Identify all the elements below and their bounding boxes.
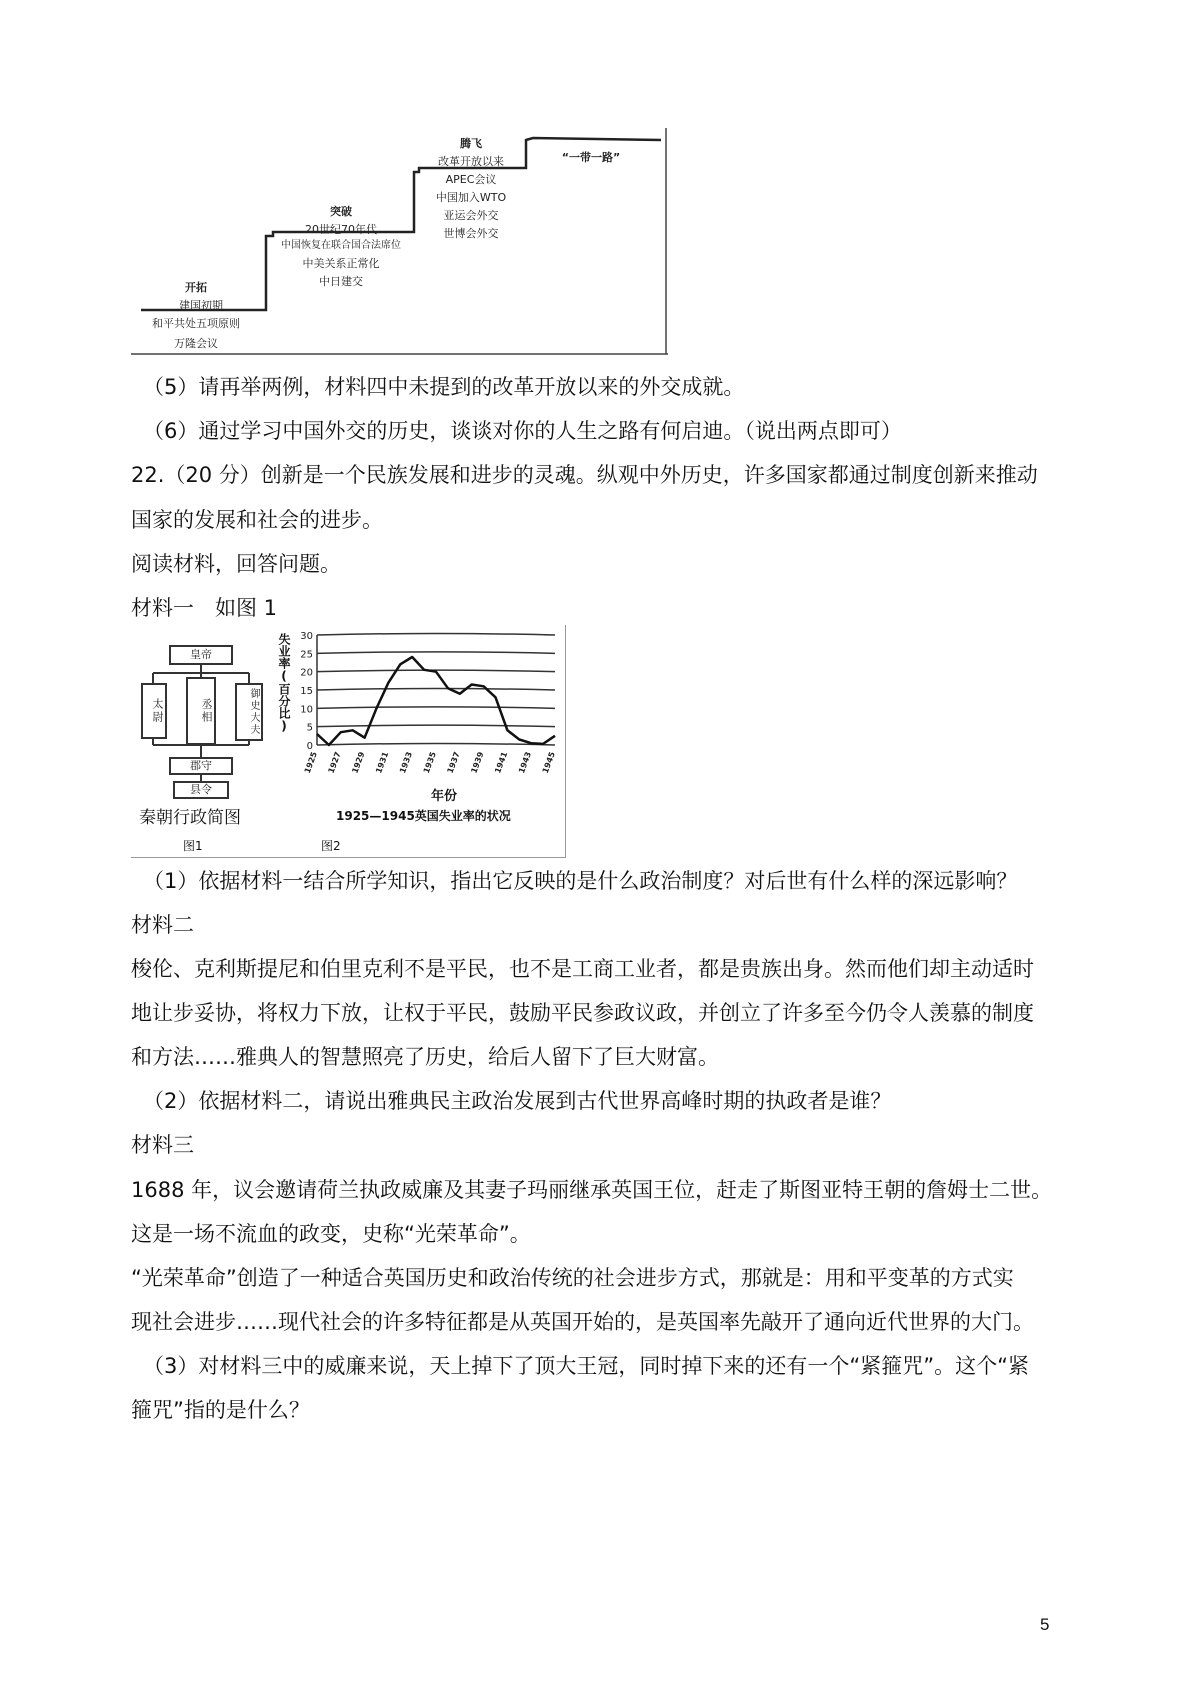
step2-title: 突破	[330, 205, 352, 218]
y-tick-label: 30	[300, 631, 313, 642]
step3-line: APEC会议	[445, 173, 497, 186]
y-tick-label: 25	[300, 649, 313, 661]
chart-xlabel: 年份	[431, 789, 458, 804]
chart-caption: 1925—1945英国失业率的状况	[336, 809, 511, 823]
question-1: （1）依据材料一结合所学知识，指出它反映的是什么政治制度？对后世有什么样的深远影响？	[143, 869, 1018, 893]
x-tick-label: 1931	[374, 750, 391, 775]
chart-ylabel: 失业率(百分比)	[277, 633, 291, 733]
material-2-para: 地让步妥协，将权力下放，让权于平民，鼓励平民参政议政，并创立了许多至今仍令人羡慕的制度	[131, 1001, 1034, 1025]
x-tick-label: 1945	[540, 750, 557, 775]
step3-line: 世博会外交	[443, 227, 499, 240]
x-tick-label: 1935	[421, 750, 438, 775]
material-3-para: 这是一场不流血的政变，史称“光荣革命”。	[131, 1222, 531, 1246]
question-3-line2: 箍咒”指的是什么？	[131, 1398, 310, 1422]
step1-line: 万隆会议	[174, 337, 218, 350]
gridline	[317, 634, 555, 636]
gridline	[317, 744, 555, 746]
box-emperor: 皇帝	[169, 645, 233, 665]
step2-line: 20世纪70年代	[305, 223, 377, 236]
x-tick-label: 1943	[517, 750, 534, 775]
box-prefect: 郡守	[169, 757, 233, 775]
box-taiwei: 太尉	[141, 683, 167, 739]
gridline	[317, 707, 555, 709]
diplomacy-staircase-figure	[131, 128, 668, 358]
box-county: 县令	[173, 781, 229, 799]
x-tick-label: 1937	[445, 750, 462, 775]
step3-title: 腾飞	[460, 137, 482, 150]
gridline	[317, 725, 555, 727]
step3-line: 中国加入WTO	[435, 191, 507, 204]
unemployment-chart	[265, 625, 565, 825]
x-tick-label: 1925	[302, 750, 319, 775]
question-22-line1: 22.（20 分）创新是一个民族发展和进步的灵魂。纵观中外历史，许多国家都通过制度创新来推动	[131, 463, 1038, 487]
step4-title: “一带一路”	[561, 151, 621, 164]
material-3-para: 现社会进步……现代社会的许多特征都是从英国开始的，是英国率先敲开了通向近代世界的大门。	[131, 1310, 1034, 1334]
step3-line: 亚运会外交	[443, 209, 499, 222]
step1-line: 和平共处五项原则	[152, 317, 240, 330]
question-5: （5）请再举两例，材料四中未提到的改革开放以来的外交成就。	[143, 375, 745, 399]
material-3-para: “光荣革命”创造了一种适合英国历史和政治传统的社会进步方式，那就是：用和平变革的方式实	[131, 1266, 1014, 1290]
y-tick-label: 5	[306, 722, 313, 734]
box-censor: 御史大夫	[235, 683, 263, 741]
box-chancellor: 丞相	[186, 677, 216, 745]
figure2-label: 图2	[321, 839, 341, 853]
question-2: （2）依据材料二，请说出雅典民主政治发展到古代世界高峰时期的执政者是谁？	[143, 1089, 892, 1113]
x-tick-label: 1941	[493, 750, 510, 775]
x-tick-label: 1939	[469, 750, 486, 775]
step3-line: 改革开放以来	[438, 155, 504, 168]
y-tick-label: 20	[300, 667, 313, 679]
y-tick-label: 15	[300, 686, 313, 697]
step1-line: 建国初期	[179, 299, 223, 312]
x-tick-label: 1927	[326, 750, 343, 775]
x-tick-label: 1933	[398, 750, 415, 775]
material-2-para: 梭伦、克利斯提尼和伯里克利不是平民，也不是工商工业者，都是贵族出身。然而他们却主动适时	[131, 957, 1034, 981]
step2-line: 中日建交	[319, 275, 363, 288]
material-2-para: 和方法……雅典人的智慧照亮了历史，给后人留下了巨大财富。	[131, 1045, 719, 1069]
gridline	[317, 652, 555, 654]
step2-line: 中国恢复在联合国合法席位	[281, 240, 401, 251]
step1-title: 开拓	[185, 281, 207, 294]
material-3-heading: 材料三	[131, 1133, 194, 1157]
figure1-label: 图1	[183, 839, 203, 853]
x-tick-label: 1929	[350, 750, 367, 775]
question-22-line2: 国家的发展和社会的进步。	[131, 508, 383, 532]
question-3-line1: （3）对材料三中的威廉来说，天上掉下了顶大王冠，同时掉下来的还有一个“紧箍咒”。这个“紧	[143, 1354, 1029, 1378]
material-2-heading: 材料二	[131, 913, 194, 937]
material-1-figure	[131, 625, 566, 858]
read-instruction: 阅读材料，回答问题。	[131, 552, 341, 576]
material-1-heading: 材料一 如图 1	[131, 596, 278, 620]
question-6: （6）通过学习中国外交的历史，谈谈对你的人生之路有何启迪。（说出两点即可）	[143, 419, 902, 443]
step2-line: 中美关系正常化	[302, 257, 380, 270]
material-3-para: 1688 年，议会邀请荷兰执政威廉及其妻子玛丽继承英国王位，赶走了斯图亚特王朝的詹姆士二世。	[131, 1178, 1053, 1202]
gridline	[317, 689, 555, 691]
page-number: 5	[1040, 1615, 1050, 1634]
y-tick-label: 10	[300, 704, 313, 716]
y-tick-label: 0	[306, 741, 313, 752]
figure1-caption: 秦朝行政简图	[139, 808, 241, 828]
